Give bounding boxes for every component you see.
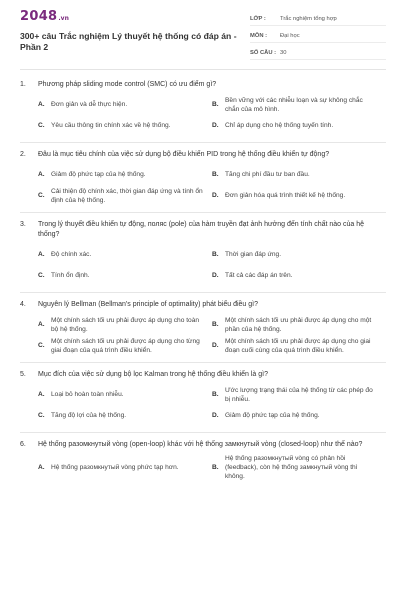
- answer-letter: B.: [212, 391, 219, 398]
- site-logo[interactable]: [20, 9, 250, 24]
- header-meta: [250, 0, 386, 69]
- answer-grid: [20, 454, 386, 481]
- question-body: Nguyên lý Bellman (Bellman's principle of optimality) phát biểu điều gì?: [38, 301, 259, 308]
- question-text: [20, 300, 386, 310]
- answer-letter: B.: [212, 321, 219, 328]
- question-item: [20, 150, 386, 213]
- question-number: 2.: [20, 151, 26, 158]
- answer-text: Một chính sách tối ưu phải được áp dụng cho toàn bộ hệ thống.: [51, 316, 200, 333]
- question-text: [20, 370, 386, 380]
- question-list: [20, 70, 386, 487]
- answer-letter: B.: [212, 464, 219, 471]
- answer-option[interactable]: [212, 265, 386, 286]
- question-body: Phương pháp sliding mode control (SMC) có ưu điểm gì?: [38, 81, 217, 88]
- answer-text: Yêu cầu thông tin chính xác về hệ thống.: [51, 122, 171, 129]
- answer-text: Một chính sách tối ưu phải được áp dụng cho từng giai đoạn của quá trình điều khiển.: [51, 337, 200, 354]
- answer-option[interactable]: [38, 185, 212, 206]
- answer-option[interactable]: [212, 314, 386, 335]
- answer-text: Loại bỏ hoàn toàn nhiễu.: [51, 391, 124, 398]
- answer-letter: C.: [38, 122, 45, 129]
- answer-letter: C.: [38, 342, 45, 349]
- question-item: [20, 220, 386, 293]
- question-item: [20, 440, 386, 487]
- meta-label: MÔN :: [250, 32, 268, 39]
- answer-option[interactable]: [212, 384, 386, 405]
- answer-letter: D.: [212, 272, 219, 279]
- answer-text: Đơn giản và dễ thực hiện.: [51, 101, 128, 108]
- meta-row-class: [250, 12, 386, 26]
- question-text: [20, 150, 386, 160]
- answer-option[interactable]: [212, 185, 386, 206]
- answer-option[interactable]: [38, 164, 212, 185]
- answer-text: Bền vững với các nhiễu loạn và sự không chắc chắn của mô hình.: [225, 96, 363, 113]
- answer-option[interactable]: [212, 335, 386, 356]
- answer-text: Đơn giản hóa quá trình thiết kế hệ thống.: [225, 192, 346, 199]
- answer-text: Tất cả các đáp án trên.: [225, 272, 293, 279]
- answer-letter: C.: [38, 272, 45, 279]
- answer-letter: B.: [212, 101, 219, 108]
- answer-letter: B.: [212, 251, 219, 258]
- page-header: [20, 0, 386, 70]
- answer-text: Tăng độ lợi của hệ thống.: [51, 412, 127, 419]
- answer-letter: A.: [38, 321, 45, 328]
- logo-sub-text: .vn: [58, 15, 69, 22]
- question-number: 5.: [20, 371, 26, 378]
- question-item: [20, 80, 386, 143]
- answer-letter: A.: [38, 251, 45, 258]
- answer-text: Độ chính xác.: [51, 251, 92, 258]
- answer-letter: A.: [38, 391, 45, 398]
- meta-value: Trắc nghiệm tổng hợp: [280, 15, 337, 22]
- answer-letter: D.: [212, 412, 219, 419]
- answer-option[interactable]: [38, 115, 212, 136]
- answer-option[interactable]: [38, 94, 212, 115]
- answer-option[interactable]: [212, 94, 386, 115]
- answer-grid: [20, 94, 386, 136]
- answer-grid: [20, 244, 386, 286]
- answer-text: Giảm độ phức tạp của hệ thống.: [51, 171, 146, 178]
- meta-row-subject: [250, 29, 386, 43]
- answer-text: Hệ thống разомкнутый vòng có phản hồi (feedback), còn hệ thống замкнутый vòng thì không.: [225, 455, 358, 480]
- question-item: [20, 370, 386, 433]
- answer-letter: C.: [38, 192, 45, 199]
- question-body: Đâu là mục tiêu chính của việc sử dụng bộ điều khiển PID trong hệ thống điều khiển tự động?: [38, 151, 330, 158]
- meta-value: Đại học: [280, 32, 300, 39]
- answer-text: Tính ổn định.: [51, 272, 90, 279]
- answer-letter: A.: [38, 171, 45, 178]
- answer-option[interactable]: [38, 244, 212, 265]
- answer-option[interactable]: [38, 405, 212, 426]
- answer-option[interactable]: [38, 314, 212, 335]
- meta-label: LỚP :: [250, 15, 266, 22]
- document-title: 300+ câu Trắc nghiệm Lý thuyết hệ thống có đáp án - Phần 2: [20, 31, 237, 52]
- question-text: [20, 440, 386, 450]
- question-number: 3.: [20, 221, 26, 228]
- answer-text: Giảm độ phức tạp của hệ thống.: [225, 412, 320, 419]
- answer-option[interactable]: [38, 384, 212, 405]
- question-number: 1.: [20, 81, 26, 88]
- answer-grid: [20, 384, 386, 426]
- answer-option[interactable]: [38, 335, 212, 356]
- header-left: [20, 0, 250, 69]
- question-number: 4.: [20, 301, 26, 308]
- answer-letter: A.: [38, 101, 45, 108]
- answer-text: Cải thiện độ chính xác, thời gian đáp ứng và tính ổn định của hệ thống.: [51, 187, 203, 204]
- answer-text: Hệ thống разомкнутый vòng phức tạp hơn.: [51, 464, 179, 471]
- answer-option[interactable]: [212, 115, 386, 136]
- answer-text: Một chính sách tối ưu phải được áp dụng cho một phần của hệ thống.: [225, 316, 372, 333]
- meta-row-count: [250, 46, 386, 60]
- answer-text: Chỉ áp dụng cho hệ thống tuyến tính.: [225, 122, 334, 129]
- answer-letter: A.: [38, 464, 45, 471]
- question-body: Mục đích của việc sử dụng bộ lọc Kalman trong hệ thống điều khiển là gì?: [38, 371, 268, 378]
- question-number: 6.: [20, 441, 26, 448]
- meta-value: 30: [280, 49, 287, 56]
- answer-letter: D.: [212, 342, 219, 349]
- answer-grid: [20, 314, 386, 356]
- question-text: [20, 220, 386, 240]
- answer-text: Thời gian đáp ứng.: [225, 251, 282, 258]
- question-body: Hệ thống разомкнутый vòng (open-loop) khác với hệ thống замкнутый vòng (closed-loop) như thế nào?: [38, 441, 363, 448]
- answer-grid: [20, 164, 386, 206]
- answer-option[interactable]: [38, 454, 212, 481]
- answer-option[interactable]: [212, 164, 386, 185]
- answer-letter: D.: [212, 122, 219, 129]
- answer-letter: D.: [212, 192, 219, 199]
- question-text: [20, 80, 386, 90]
- answer-option[interactable]: [38, 265, 212, 286]
- answer-text: Ước lượng trạng thái của hệ thống từ các phép đo bị nhiễu.: [225, 386, 373, 403]
- answer-letter: C.: [38, 412, 45, 419]
- answer-text: Tăng chi phí đầu tư ban đầu.: [225, 171, 310, 178]
- answer-option[interactable]: [212, 405, 386, 426]
- question-item: [20, 300, 386, 363]
- answer-letter: B.: [212, 171, 219, 178]
- meta-label: SỐ CÂU :: [250, 49, 277, 56]
- answer-text: Một chính sách tối ưu phải được áp dụng cho giai đoạn cuối cùng của quá trình điều khiển.: [225, 337, 371, 354]
- answer-option[interactable]: [212, 244, 386, 265]
- question-body: Trong lý thuyết điều khiển tự động, поляс (pole) của hàm truyền đạt ảnh hưởng đến tính chất nào của hệ thống?: [38, 221, 365, 238]
- answer-option[interactable]: [212, 454, 386, 481]
- logo-main-text: 2048: [20, 9, 58, 24]
